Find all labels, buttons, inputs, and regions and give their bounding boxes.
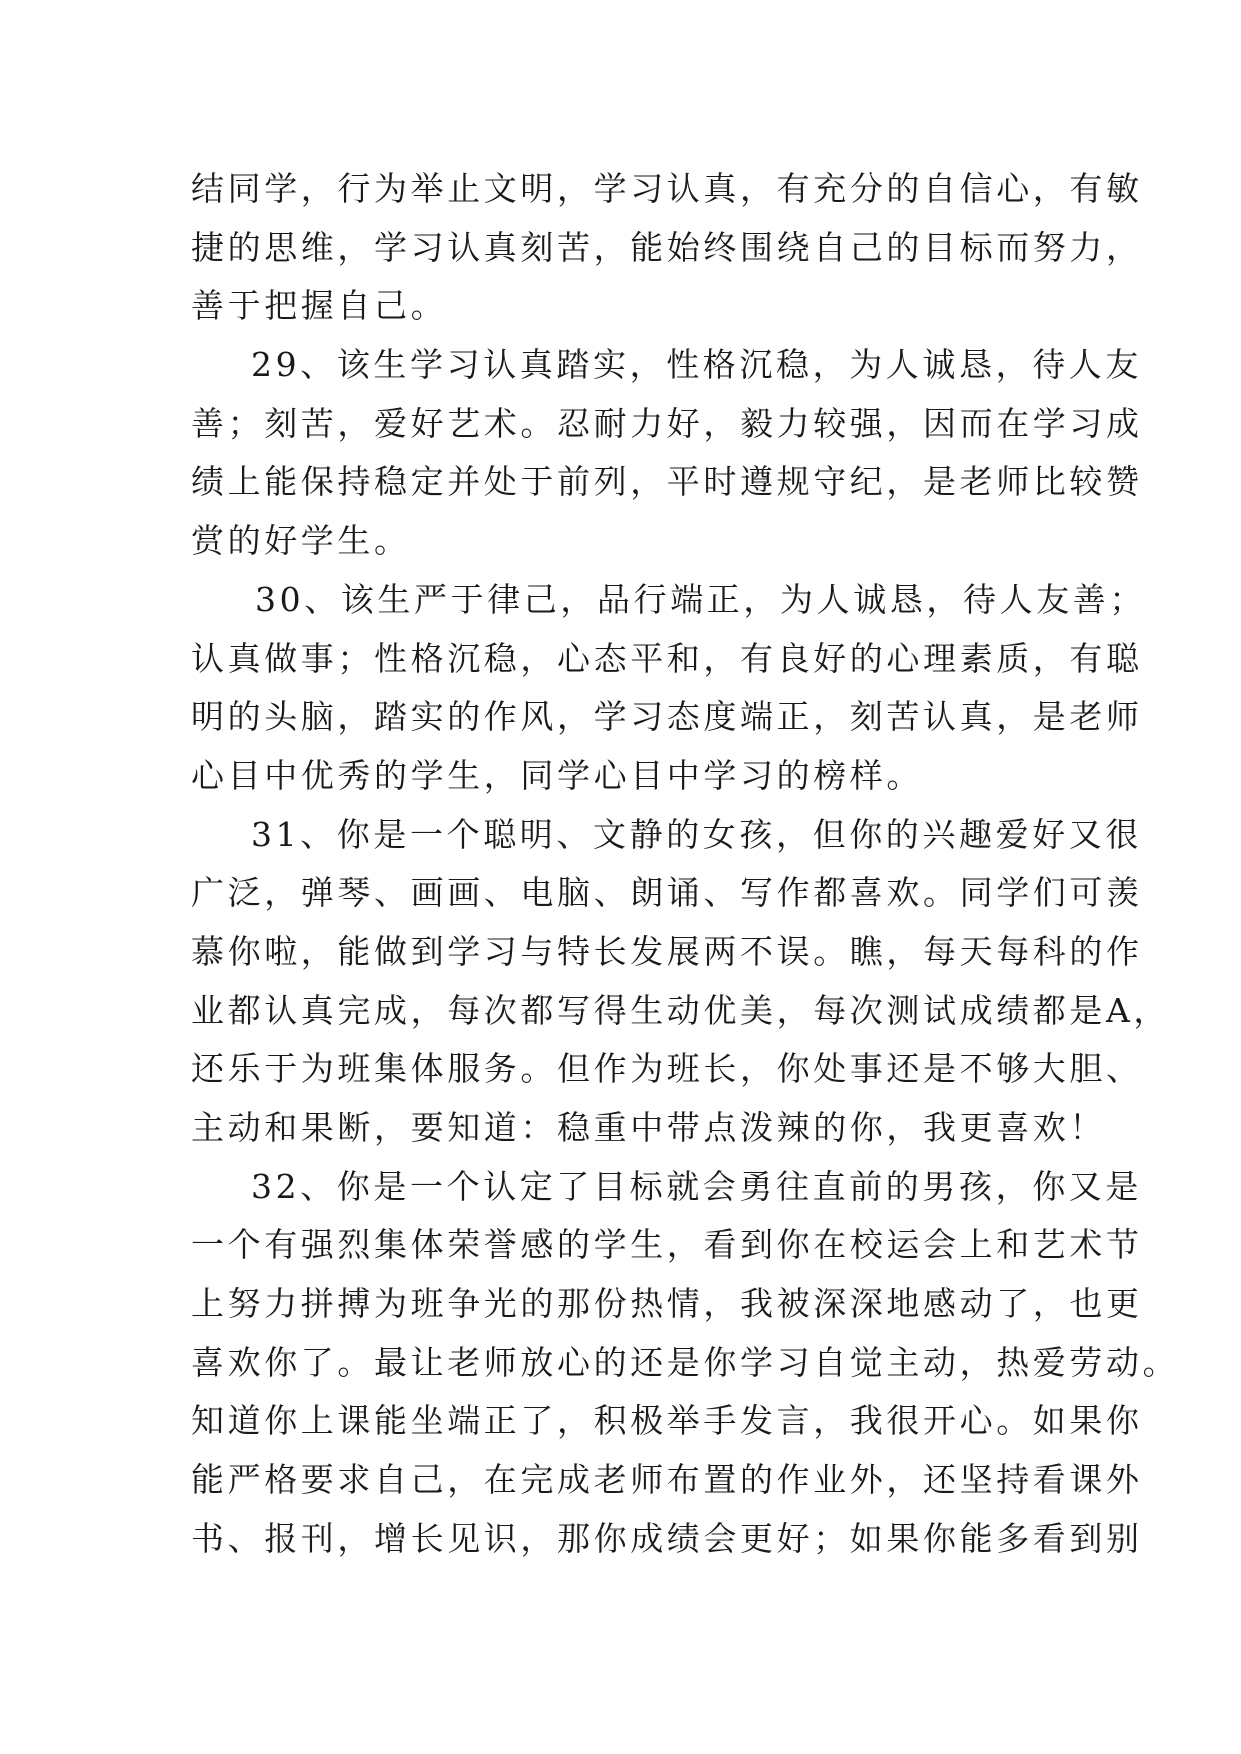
text-line: 明的头脑，踏实的作风，学习态度端正，刻苦认真，是老师	[191, 697, 1143, 737]
text-line: 慕你啦，能做到学习与特长发展两不误。瞧，每天每科的作	[191, 931, 1143, 971]
text-line: 31、你是一个聪明、文静的女孩，但你的兴趣爱好又很	[251, 814, 1142, 854]
text-line: 书、报刊，增长见识，那你成绩会更好；如果你能多看到别	[191, 1518, 1143, 1558]
text-line: 还乐于为班集体服务。但作为班长，你处事还是不够大胆、	[191, 1049, 1143, 1089]
text-line: 主动和果断，要知道：稳重中带点泼辣的你，我更喜欢！	[191, 1108, 1106, 1147]
text-line: 业都认真完成，每次都写得生动优美，每次测试成绩都是A，	[191, 990, 1171, 1030]
document-body	[191, 160, 1180, 1569]
text-line: 善；刻苦，爱好艺术。忍耐力好，毅力较强，因而在学习成	[191, 403, 1143, 443]
text-line: 能严格要求自己，在完成老师布置的作业外，还坚持看课外	[191, 1460, 1143, 1500]
text-line: 捷的思维，学习认真刻苦，能始终围绕自己的目标而努力，	[191, 227, 1143, 267]
text-line: 上努力拼搏为班争光的那份热情，我被深深地感动了，也更	[191, 1284, 1143, 1324]
text-line: 一个有强烈集体荣誉感的学生，看到你在校运会上和艺术节	[191, 1225, 1143, 1265]
text-line: 30、该生严于律己，品行端正，为人诚恳，待人友善；	[255, 579, 1146, 619]
text-line: 29、该生学习认真踏实，性格沉稳，为人诚恳，待人友	[251, 345, 1142, 385]
text-line: 32、你是一个认定了目标就会勇往直前的男孩，你又是	[251, 1166, 1142, 1206]
text-line: 绩上能保持稳定并处于前列，平时遵规守纪，是老师比较赞	[191, 462, 1143, 502]
text-line: 赏的好学生。	[191, 521, 411, 561]
text-line: 广泛，弹琴、画画、电脑、朗诵、写作都喜欢。同学们可羡	[191, 873, 1143, 913]
text-line: 喜欢你了。最让老师放心的还是你学习自觉主动，热爱劳动。	[191, 1342, 1180, 1382]
text-line: 结同学，行为举止文明，学习认真，有充分的自信心，有敏	[191, 169, 1143, 208]
text-line: 认真做事；性格沉稳，心态平和，有良好的心理素质，有聪	[191, 638, 1143, 678]
text-line: 知道你上课能坐端正了，积极举手发言，我很开心。如果你	[191, 1401, 1143, 1441]
text-line: 善于把握自己。	[191, 286, 448, 326]
text-line: 心目中优秀的学生，同学心目中学习的榜样。	[191, 755, 923, 795]
